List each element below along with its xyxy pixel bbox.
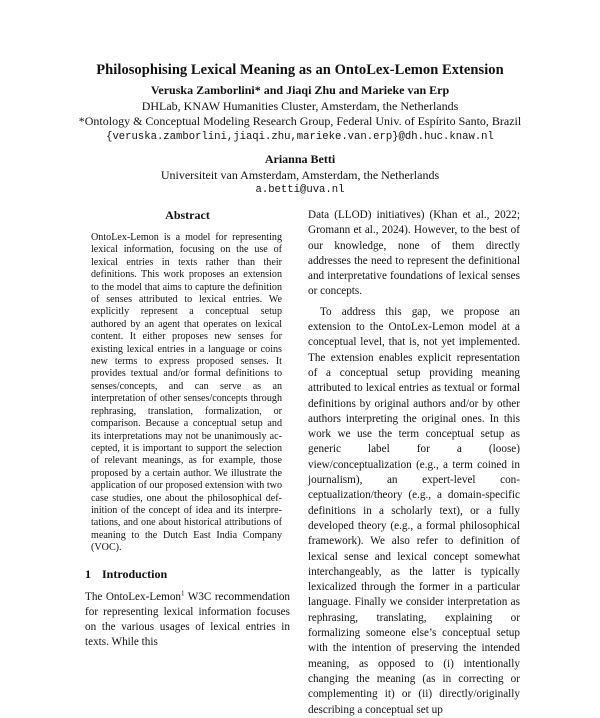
abstract-text: OntoLex-Lemon is a model for representing lexical information, focusing on the use of lexical entries in texts rather than their definitions. This work proposes an extension to the model that aims to capture the definition of senses attributed to lexical entries. We explicitly represent a conceptual setup authored by an agent that operates on lexical content. It either proposes new senses for existing lexical entries in a language or coins new terms to express proposed senses. It provides textual and/or formal definitions to senses/concepts, and can serve as an interpretation of other senses/concepts through rephrasing, translation, formalization, or comparison. Because a conceptual setup and its interpretations may not be unanimously accepted, it is important to support the selection of relevant meanings, as for example, those proposed by a certain author. We illustrate the application of our proposed extension with two case studies, one about the philosophical definition of the concept of idea and its interpretations, and one about historical attributions of meaning to the Dutch East India Company (VOC).: [91, 232, 282, 554]
author-names-2: Arianna Betti: [264, 152, 336, 166]
author-block-1: [0, 83, 600, 145]
author-email-2: a.betti@uva.nl: [255, 184, 345, 196]
intro-text-start: The OntoLex-Lemon: [85, 590, 182, 603]
section-title: Introduction: [102, 566, 168, 581]
author-names-1: Veruska Zamborlini* and Jiaqi Zhu and Marieke van Erp: [150, 83, 450, 97]
paper-title: Philosophising Lexical Meaning as an OntoLex-Lemon Extension: [96, 62, 504, 78]
introduction-paragraph: [85, 590, 290, 651]
abstract-heading: Abstract: [165, 208, 210, 222]
right-paragraph-2: To address this gap, we propose an extension to the OntoLex-Lemon model at a conceptual level, that is, not yet implemented. The extension enables explicit representation of a conceptual setup providing meaning attributed to lexical entries as textual or formal definitions by original authors and/or by other authors interpreting the original ones. In this work we use the term conceptual setup as generic label for a (loose) view/conceptualization (e.g., a term coined in journalism), an expert-level conceptualization/theory (e.g., a domain-specific definitions in a scholarly text), or a fully developed theory (e.g., a formal philosophical framework). We also refer to definition of lexical sense and lexical concept somewhat interchangeably, as the latter is typically lexicalized through the former in a particular language. Finally we consider interpretation as rephrasing, translating, explaining or formalizing someone else’s conceptual setup with the intention of preserving the intended meaning, as opposed to (i) intentionally changing the meaning (as in correcting or complementing it) or (ii) directly/originally describing a conceptual set up: [308, 305, 520, 716]
footnote-mark[interactable]: 1: [181, 588, 185, 597]
affiliation-ufes: *Ontology & Conceptual Modeling Research Group, Federal Univ. of Espírito Santo, Brazil: [78, 114, 522, 128]
left-column: [85, 208, 290, 651]
author-block-2: [0, 152, 600, 199]
affiliation-uva: Universiteit van Amsterdam, Amsterdam, the Netherlands: [160, 167, 440, 182]
section-number: 1: [85, 566, 91, 581]
author-emails-1: {veruska.zamborlini,jiaqi.zhu,marieke.van.erp}@dh.huc.knaw.nl: [106, 130, 494, 143]
right-column: [308, 208, 520, 718]
intro-text-rest: W3C recommendation for representing lexical information focuses on the various usages of lexical entries in texts. While this: [85, 590, 291, 649]
section-heading-introduction: [85, 567, 290, 582]
right-paragraph-1: Data (LLOD) initiatives) (Khan et al., 2022; Gromann et al., 2024). However, to the best of our knowledge, none of them directly addresses the need to represent the definitional and interpretative foundations of lexical senses or concepts.: [308, 209, 520, 298]
affiliation-dhlab: DHLab, KNAW Humanities Cluster, Amsterdam, the Netherlands: [141, 98, 459, 113]
